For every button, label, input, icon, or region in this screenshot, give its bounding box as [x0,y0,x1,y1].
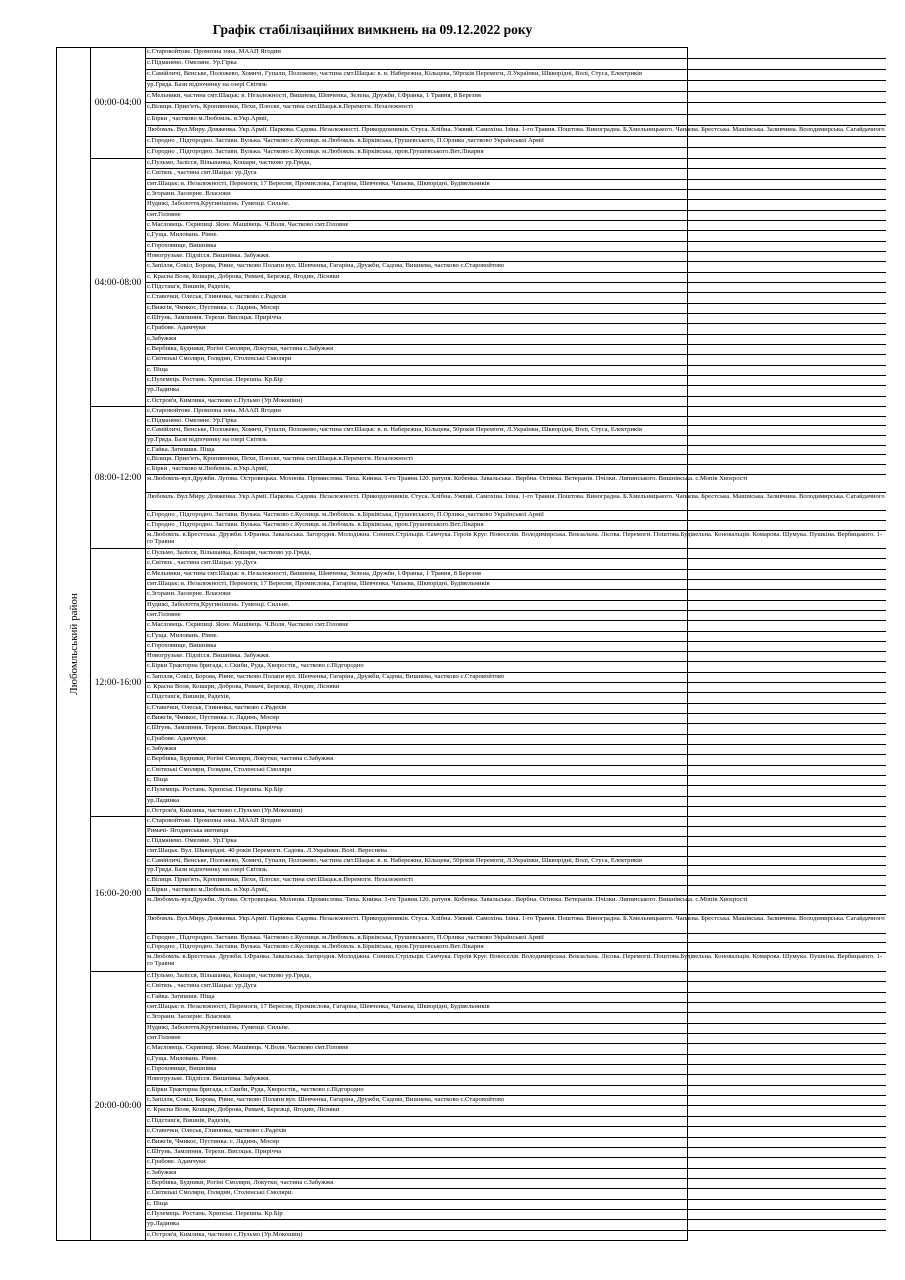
settlement-row: с.Ставочки, Олеськ, Глинянка, частково с.Радехів [146,704,886,714]
settlement-row: с.Підсташ'я, Вишнів, Радехів, [146,693,886,703]
settlement-row: Римачі- Ягодинська митниця [146,827,886,837]
time-slot-label: 08:00-12:00 [91,407,146,548]
time-slot-label: 12:00-16:00 [91,549,146,816]
settlement-list [146,972,886,1240]
settlement-row: ур.Гряда. Бази відпочинку на озері Світязь [146,436,886,446]
settlement-row: Новогрузьке. Підлісся. Вишнівка. Забужжя. [146,652,886,662]
time-slot [91,159,886,407]
settlement-row: с.Штунь. Замлиння. Терехи. Висоцьк. Прирічча [146,314,886,324]
settlement-row: с.Гуща. Миловань. Рівне. [146,231,886,241]
settlement-row: с. Піща [146,1200,886,1210]
settlement-row: с.Вілиця. Прип'ять, Кропивники, Пехи, Плоске, частина смт.Шацьк.в.Перемоги. Незалежності [146,103,886,114]
settlement-row: с.Бірки , частково м.Любомль. в.Укр.Армії, [146,115,886,126]
settlement-row: с.Забужжя [146,335,886,345]
settlement-row: Нудижі, Заболоття,Кругинішень. Гуменці. Сильне. [146,1024,886,1034]
settlement-row: с.Пульмо, Залісся, Вільшанка, Кошари, частково ур.Гряда, [146,549,886,559]
settlement-list [146,549,886,816]
settlement-row: с.Штунь. Замлиння. Терехи. Висоцьк. Прирічча [146,1148,886,1158]
settlement-row: с.Запілля, Сокіл, Борова, Рівне, частково Полапи вул. Шевченка, Гагаріна, Дружби, Садова, Вишнева, частково с.Старовойтово [146,673,886,683]
settlement-row: с.Остров'я, Кимлика, частково с.Пульмо (Ур.Мокошин) [147,1230,303,1238]
settlement-row: м.Любомль. в.Брестська. Дружби. І.Франка. Завальська. Загородня. Молодіжна. Сонних.Стрільців. Самчука. Героїв Круг. Новоселів. Володимирська. Вокзальна. Лісова. Перемоги. Поштова.Будівельна. Коновальців. Комарова. Шумука. Пушкіна. Вербицького. 1-го Травня [147,530,883,545]
settlement-row: смт.Шацьк: в. Незалежності, Перемоги, 17 Вересня, Промислова, Гагаріна, Шевченка, Чапаєва, Шкворідні, Будівельників [146,1003,886,1013]
settlement-row: с.Вербівка, Будники, Рогіні Смоляри, Локутки, частина с.Забужжя [146,755,886,765]
settlement-row: смт.Головне [146,1034,886,1044]
settlement-row: с.Забужжя [146,745,886,755]
document-title: Графік стабілізаційних вимкнень на 09.12.2022 року [212,22,533,37]
settlement-row: с.Світязь , частина смт.Шацьк: ур.Дуга [146,559,886,569]
district-cell [57,48,91,1240]
settlement-row: с.Остров'я, Кимлика, частково с.Пульмо (Ур.Мокошин) [147,806,303,814]
settlement-row: с.Світязь , частина смт.Шацьк: ур.Дуга [146,982,886,992]
settlement-row: с. Піща [146,776,886,786]
settlement-row: с.Згорани. Заозерне. Власюки [146,190,886,200]
settlement-list [146,159,886,406]
settlement-row: с.Старовойтове. Промзона зона. МААП Ягодин [146,817,886,827]
time-slots [91,48,886,1240]
settlement-row: с.Вілиця. Прип'ять, Кропивники, Пехи, Плоске, частина смт.Шацьк.в.Перемоги. Незалежності [146,455,886,465]
time-slot-label: 00:00-04:00 [91,48,146,158]
settlement-row: смт.Шацьк: в. Незалежності, Перемоги, 17 Вересня, Промислова, Гагаріна, Шевченка, Чапаєва, Шкворідні, Будівельників [146,180,886,190]
settlement-row: с.Грабове. Адамчуки [146,324,886,334]
settlement-row: с.Пульмо, Залісся, Вільшанка, Кошари, частково ур.Гряда, [146,972,886,982]
settlement-row: ур.Ладинка [146,386,886,396]
settlement-row: с. Красна Воля, Кошари, Доброва, Римачі, Бережці, Ягодин, Лісняки [146,1106,886,1116]
settlement-row: с.Масловець. Скрипиці. Ясне. Машівець. Ч.Воля. Частково смт.Головне [146,621,886,631]
settlement-row: с.Згорани. Заозерне. Власюки [146,1013,886,1023]
settlement-row: с.Пулемець. Ростань. Хрипськ. Перешпа. Кр.Бір [146,376,886,386]
settlement-row: с.Вижгів, Чмикос, Пустинка. с. Ладинь, Мосир [146,714,886,724]
settlement-row: с.Пулемець. Ростань. Хрипськ. Перешпа. Кр.Бір [146,1210,886,1220]
settlement-row: Любомль. Вул.Миру. Довженка. Укр.Армії. Паркова. Садова. Незалежності. Прикордонників. Стуса. Хлібна. Ужвий. Самохіна. Ізіна. 1-го Травня. Поштова. Виноградна. Б.Хмельницького. Чапаєва. Брестська. Машівська. Заливчина. Володимирська. Сагайдачного [146,493,886,511]
time-slot-label: 20:00-00:00 [91,972,146,1240]
settlement-row: с.Світязькі Смоляри, Голядин, Столенські Смоляри. [146,1189,886,1199]
time-slot [91,972,886,1240]
settlement-row: с.Бірки , частково м.Любомль. в.Укр.Армії, [146,886,886,896]
settlement-row: с.Старовойтове. Промзона зона. МААП Ягодин [146,48,886,59]
settlement-list [146,817,886,971]
settlement-row: с. Красна Воля, Кошари, Доброва, Римачі, Бережці, Ягодин, Лісняки [146,683,886,693]
settlement-row: с.Самійличі, Венське, Положево, Хомичі, Гупали, Положево, частина смт.Шацьк: в. в. Набережна, Кільцева, 50років Перемоги, Л.Українки, Шкворідні, Волі, Стуса, Електриків [146,426,886,436]
settlement-row: м.Любомль-вул.Дружби. Луґова. Островецька. Мохнова. Промислова. Тиха. Книжа. 1-го Травня.120. ратуня. Кобенка. Завальська . Вербна. Огінека. Ветеранів. Пчілки. Липинського. Вишнівська. с.Мопів Хвоєрості [146,475,886,493]
settlement-row: с.Старовойтове. Промзона зона. МААП Ягодин [146,407,886,417]
time-slot [91,48,886,159]
settlement-row: с.Городно , Підгородно. Застави. Вулька. Частково с.Кусниця. м.Любомль. в.Бірківська, пров.Грушевського.Вет.Лікарня [146,943,886,953]
settlement-row: с.Штунь. Замлиння. Терехи. Висоцьк. Прирічча [146,724,886,734]
time-slot-label: 16:00-20:00 [91,817,146,971]
settlement-row: с.Гайка. Затишшя. Піща [146,993,886,1003]
settlement-row: Нудижі, Заболоття,Кругинішень. Гуменці. Сильне. [146,601,886,611]
settlement-row: с. Піща [146,366,886,376]
settlement-row: с.Гуща. Миловань. Рівне. [146,1055,886,1065]
settlement-row: ур.Ладинка [146,797,886,807]
settlement-row: м.Любомль. в.Брестська. Дружби. І.Франка. Завальська. Загородня. Молодіжна. Сонних.Стрільців. Самчука. Героїв Круг. Новоселів. Володимирська. Вокзальна. Лісова. Перемоги. Поштова.Будівельна. Коновальців. Комарова. Шумука. Пушкіна. Вербицького. 1-го Травня [147,953,883,968]
settlement-row: с.Гороховище, Вишнівка [146,1065,886,1075]
time-slot [91,407,886,549]
settlement-row: с.Вілиця. Прип'ять, Кропивники, Пехи, Плоске, частина смт.Шацьк.в.Перемоги. Незалежності [146,876,886,886]
settlement-row: с.Городно , Підгородно. Застави. Вулька. Частково с.Кусниця. м.Любомль. в.Бірківська, Грушевського, П.Орлика ,частково Української Армії [146,511,886,521]
settlement-row: с.Згорани. Заозерне. Власюки [146,590,886,600]
settlement-row: с.Світязькі Смоляри, Голядин, Столенські Смоляри [146,766,886,776]
settlement-row: с.Підманево. Омеляне. Ур.Гірка [146,59,886,70]
settlement-row: с.Гороховище, Вишнівка [146,642,886,652]
settlement-row: с.Підсташ'я, Вишнів, Радехів, [146,1117,886,1127]
settlement-row: с.Вижгів, Чмикос, Пустинка. с. Ладинь, Мосир [146,304,886,314]
settlement-row: с. Красна Воля, Кошари, Доброва, Римачі, Бережці, Ягодин, Лісняки [146,273,886,283]
settlement-row: с.Гайка. Затишшя. Піща [146,446,886,456]
settlement-row: Новогрузьке. Підлісся. Вишнівка. Забужжя. [146,252,886,262]
settlement-row: с.Світязькі Смоляри, Голядин, Столенські Смоляри [146,355,886,365]
settlement-row: смт.Головне [146,611,886,621]
settlement-row: с.Ставочки, Олеськ, Глинянка, частково с.Радехів [146,293,886,303]
settlement-row: с.Грабове. Адамчуки [146,1158,886,1168]
settlement-row: с.Городно , Підгородно. Застави. Вулька. Частково с.Кусниця. м.Любомль. в.Бірківська, Грушевського, П.Орлика ,частково Української Армії [146,934,886,944]
settlement-row: смт.Шацьк: в. Незалежності, Перемоги, 17 Вересня, Промислова, Гагаріна, Шевченка, Чапаєва, Шкворідні, Будівельників [146,580,886,590]
settlement-row: с.Запілля, Сокіл, Борова, Рівне, частково Полапи вул. Шевченка, Гагаріна, Дружби, Садова, Вишнева, частково с.Старовойтово [146,1096,886,1106]
settlement-row: с.Підманево. Омеляне. Ур.Гірка [146,837,886,847]
settlement-row: смт.Шацьк. Вул. Шкворідні. 40 років Перемоги. Садова. Л.Українки. Волі. Вереснева [146,847,886,857]
settlement-row: с.Гуща. Миловань. Рівне. [146,632,886,642]
settlement-list [146,407,886,548]
settlement-row: с.Підманево. Омеляне. Ур.Гірка [146,417,886,427]
settlement-row: с.Пульмо, Залісся, Вільшанка, Кошари, частково ур.Гряда, [146,159,886,169]
settlement-row: Нудижі, Заболоття,Кругинішень. Гуменці. Сильне. [146,200,886,210]
district-label: Любомльський район [67,593,80,695]
time-slot [91,817,886,972]
settlement-row: с.Городно , Підгородно. Застави. Вулька. Частково с.Кусниця. м.Любомль. в.Бірківська, пров.Грушевського.Вет.Лікарня [147,147,484,155]
settlement-row: с.Світязь , частина смт.Шацьк: ур.Дуга [146,169,886,179]
settlement-row: с.Підсташ'я, Вишнів, Радехів, [146,283,886,293]
settlement-row: с.Самійличі, Венське, Положево, Хомичі, Гупали, Положево, частина смт.Шацьк: в. в. Набережна, Кільцева, 50років Перемоги, Л.Українки, Шкворідні, Волі, Стуса, Електриків [146,70,886,81]
settlement-row: с.Бірки Тракторна бригада, с.Скиби, Руда, Хворостів,, частково с.Підгородно [146,662,886,672]
settlement-row: с.Вижгів, Чмикос, Пустинка. с. Ладинь, Мосир [146,1138,886,1148]
settlement-row: м.Любомль-вул.Дружби. Луґова. Островецька. Мохнова. Промислова. Тиха. Книжа. 1-го Травня.120. ратуня. Кобенка. Завальська . Вербна. Огінека. Ветеранів. Пчілки. Липинського. Вишнівська. с.Мопів Хвоєрості [146,896,886,915]
settlement-row: с.Вербівка, Будники, Рогіні Смоляри, Локутки, частина с.Забужжя [146,1179,886,1189]
settlement-row: с.Мельники, частина смт.Шацьк: в. Незалежності, Вишнева, Шевченка, Зелена, Дружби, І.Франка, 1 Травня, 8 Березня [146,92,886,103]
settlement-row: Любомль. Вул.Миру. Довженка. Укр.Армії. Паркова. Садова. Незалежності. Прикордонників. Стуса. Хлібна. Ужвий. Самохіна. Ізіна. 1-го Травня. Поштова. Виноградна. Б.Хмельницького. Чапаєва. Брестська. Машівська. Заливчина. Володимирська. Сагайдачного [146,126,886,137]
time-slot-label: 04:00-08:00 [91,159,146,406]
settlement-row: с.Грабове. Адамчуки [146,735,886,745]
settlement-row: с.Ставочки, Олеськ, Глинянка, частково с.Радехів [146,1127,886,1137]
settlement-row: с.Масловець. Скрипиці. Ясне. Машівець. Ч.Воля. Частково смт.Головне [146,1044,886,1054]
settlement-row: с.Гороховище, Вишнівка [146,242,886,252]
settlement-row: ур.Гряда. Бази відпочинку на озері Світязь [146,81,886,92]
settlement-row: с.Бірки , частково м.Любомль. в.Укр.Армії, [146,465,886,475]
settlement-row: смт.Головне [146,211,886,221]
settlement-list [146,48,886,158]
settlement-row: с.Пулемець. Ростань. Хрипськ. Перешпа. Кр.Бір [146,786,886,796]
settlement-row: с.Забужжя [146,1169,886,1179]
settlement-row: с.Городно , Підгородно. Застави. Вулька. Частково с.Кусниця. м.Любомль. в.Бірківська, пров.Грушевського.Вет.Лікарня [146,521,886,531]
settlement-row: ур.Гряда. Бази відпочинку на озері Світязь [146,866,886,876]
settlement-row: Любомль. Вул.Миру. Довженка. Укр.Армії. Паркова. Садова. Незалежності. Прикордонників. Стуса. Хлібна. Ужвий. Самохіна. Ізіна. 1-го Травня. Поштова. Виноградна. Б.Хмельницького. Чапаєва. Брестська. Машівська. Заливчина. Володимирська. Сагайдачного [146,915,886,934]
settlement-row: с.Городно , Підгородно. Застави. Вулька. Частково с.Кусниця. м.Любомль. в.Бірківська, Грушевського, П.Орлика ,частково Української Армії [146,137,886,148]
settlement-row: с.Остров'я, Кимлика, частково с.Пульмо (Ур.Мокошин) [147,396,303,404]
settlement-row: ур.Ладинка [146,1220,886,1230]
settlement-row: с.Вербівка, Будники, Рогіні Смоляри, Локутки, частина с.Забужжя [146,345,886,355]
settlement-row: с.Масловець. Скрипиці. Ясне. Машівець. Ч.Воля. Частково смт.Головне [146,221,886,231]
time-slot [91,549,886,817]
schedule-table [56,47,885,1241]
settlement-row: с.Мельники, частина смт.Шацьк: в. Незалежності, Вишнева, Шевченка, Зелена, Дружби, І.Франка, 1 Травня, 8 Березня [146,570,886,580]
settlement-row: с.Запілля, Сокіл, Борова, Рівне, частково Полапи вул. Шевченка, Гагаріна, Дружби, Садова, Вишнева, частково с.Старовойтово [146,262,886,272]
settlement-row: Новогрузьке. Підлісся. Вишнівка. Забужжя. [146,1075,886,1085]
settlement-row: с.Самійличі, Венське, Положево, Хомичі, Гупали, Положево, частина смт.Шацьк: в. в. Набережна, Кільцева, 50років Перемоги, Л.Українки, Шкворідні, Волі, Стуса, Електриків [146,857,886,867]
settlement-row: с.Бірки Тракторна бригада, с.Скиби, Руда, Хворостів,, частково с.Підгородно [146,1086,886,1096]
